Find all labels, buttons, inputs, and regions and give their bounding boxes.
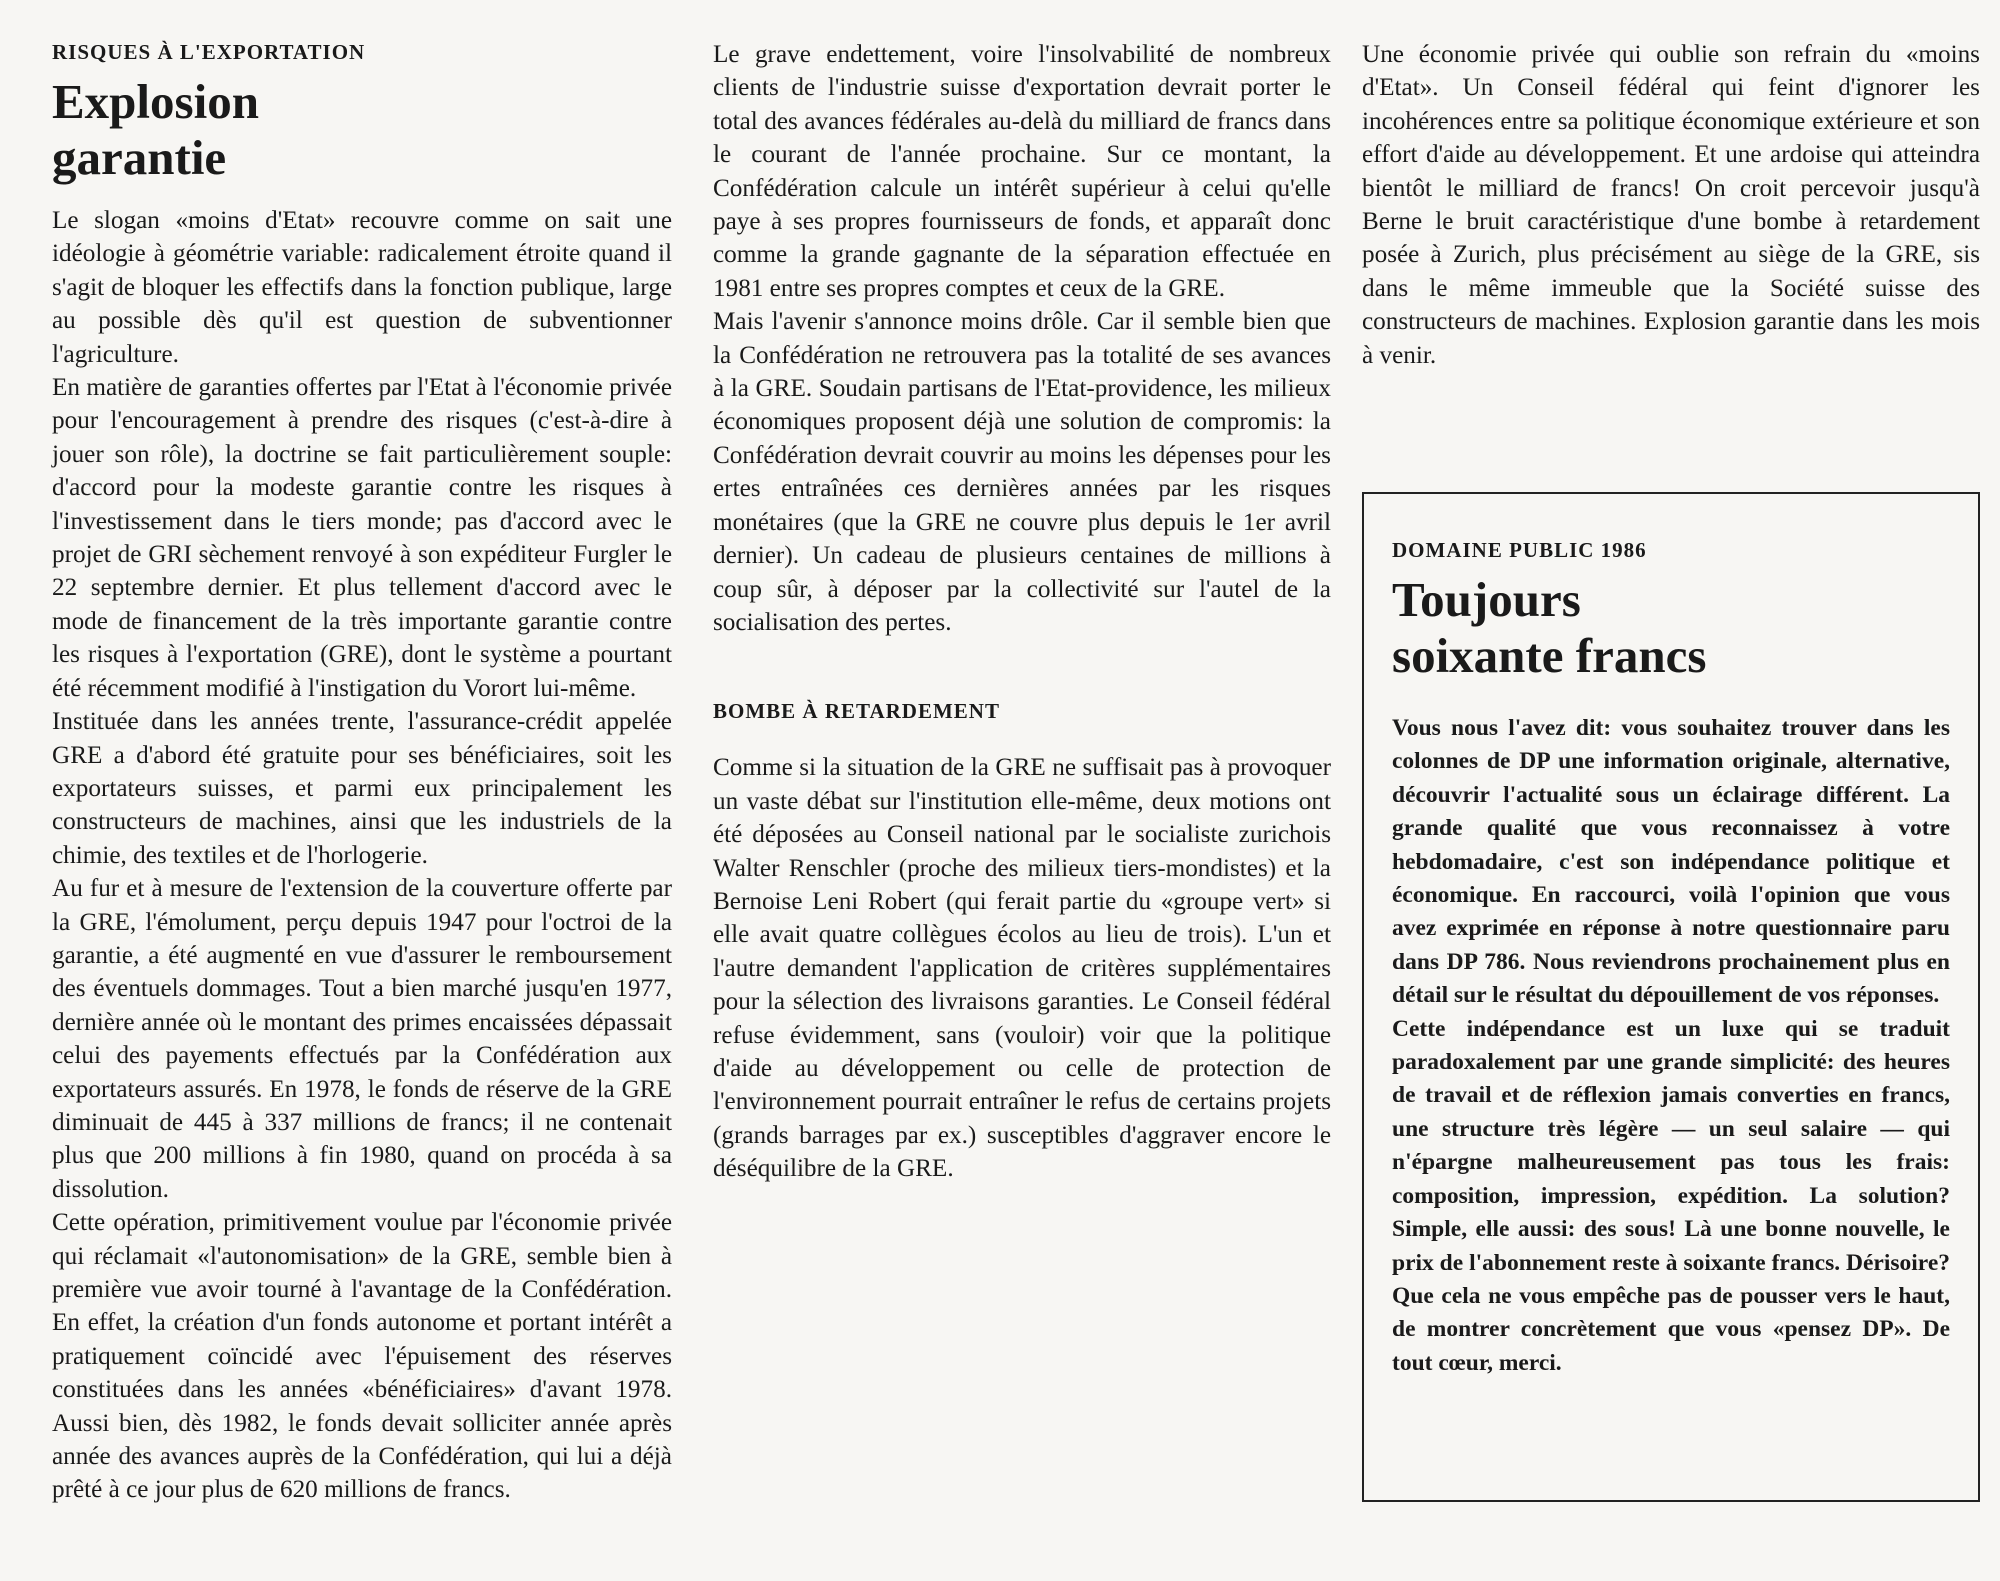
article-paragraph: Une économie privée qui oublie son refrain du «moins d'Etat». Un Conseil fédéral qui feint d'ignorer les incohérences entre sa politique économique extérieure et son effort d'aide au développement. Et une ardoise qui atteindra bientôt le milliard de francs! On croit percevoir jusqu'à Berne le bruit caractéristique d'une bombe à retardement posée à Zurich, plus précisément au siège de la GRE, sis dans le même immeuble que la Société suisse des constructeurs de machines. Explosion garantie dans les mois à venir. — [1362, 41, 1980, 369]
article-paragraph: Mais l'avenir s'annonce moins drôle. Car il semble bien que la Confédération ne retrouvera pas la totalité de ses avances à la GRE. Soudain partisans de l'Etat-providence, les milieux économiques proposent déjà une solution de compromis: la Confédération devrait couvrir au moins les dépenses pour les ertes entraînées ces dernières années par les risques monétaires (que la GRE ne couvre plus depuis le 1er avril dernier). Un cadeau de plusieurs centaines de millions à coup sûr, à déposer par la collectivité sur l'autel de la socialisation des pertes. — [713, 308, 1331, 636]
notice-title: Toujours soixante francs — [1392, 572, 1707, 683]
article-column-1 — [52, 38, 672, 1504]
article-paragraph: Le grave endettement, voire l'insolvabilité de nombreux clients de l'industrie suisse d'exportation devrait porter le total des avances fédérales au-delà du milliard de francs dans le courant de l'année prochaine. Sur ce montant, la Confédération calcule un intérêt supérieur à celui qu'elle paye à ses propres fournisseurs de fonds, et apparaît donc comme la grande gagnante de la séparation effectuée en 1981 entre ses propres comptes et ceux de la GRE. — [713, 41, 1331, 302]
article-paragraph: Instituée dans les années trente, l'assurance-crédit appelée GRE a d'abord été gratuite pour ses bénéficiaires, soit les exportateurs suisses, et parmi eux principalement les constructeurs de machines, ainsi que les industriels de la chimie, des textiles et de l'horlogerie. — [52, 708, 672, 869]
article-paragraph: Comme si la situation de la GRE ne suffisait pas à provoquer un vaste débat sur l'institution elle-même, deux motions ont été déposées au Conseil national par le socialiste zurichois Walter Renschler (proche des milieux tiers-mondistes) et la Bernoise Leni Robert (qui ferait partie du «groupe vert» si elle avait quatre collègues écolos au lieu de trois). L'un et l'autre demandent l'application de critères supplémentaires pour la sélection des livraisons garanties. Le Conseil fédéral refuse évidemment, sans (vouloir) voir que la politique d'aide au développement ou celle de protection de l'environnement pourrait entraîner le refus de certains projets (grands barrages par ex.) susceptibles d'aggraver encore le déséquilibre de la GRE. — [713, 754, 1331, 1183]
article-kicker: RISQUES À L'EXPORTATION — [52, 40, 366, 64]
article-column-3 — [1362, 38, 1980, 372]
article-column-2 — [713, 38, 1331, 1186]
article-subheading: BOMBE À RETARDEMENT — [713, 699, 1000, 724]
notice-kicker: DOMAINE PUBLIC 1986 — [1392, 538, 1647, 562]
notice-paragraph: Cette indépendance est un luxe qui se traduit paradoxalement par une grande simplicité: des heures de travail et de réflexion jamais converties en francs, une structure très légère — un seul salaire — qui n'épargne malheureusement pas tous les frais: composition, impression, expédition. La solution? Simple, elle aussi: des sous! Là une bonne nouvelle, le prix de l'abonnement reste à soixante francs. Dérisoire? Que cela ne vous empêche pas de pousser vers le haut, de montrer concrètement que vous «pensez DP». De tout cœur, merci. — [1392, 1015, 1950, 1376]
notice-paragraph: Vous nous l'avez dit: vous souhaitez trouver dans les colonnes de DP une information originale, alternative, découvrir l'actualité sous un éclairage différent. La grande qualité que vous reconnaissez à votre hebdomadaire, c'est son indépendance politique et économique. En raccourci, voilà l'opinion que vous avez exprimée en réponse à notre questionnaire paru dans DP 786. Nous reviendrons prochainement plus en détail sur le résultat du dépouillement de vos réponses. — [1392, 715, 1950, 1009]
article-paragraph: En matière de garanties offertes par l'Etat à l'économie privée pour l'encouragement à prendre des risques (c'est-à-dire à jouer son rôle), la doctrine se fait particulièrement souple: d'accord pour la modeste garantie contre les risques à l'investissement dans le tiers monde; pas d'accord avec le projet de GRI sèchement renvoyé à son expéditeur Furgler le 22 septembre dernier. Et plus tellement d'accord avec le mode de financement de la très importante garantie contre les risques à l'exportation (GRE), dont le système a pourtant été récemment modifié à l'instigation du Vorort lui-même. — [52, 374, 672, 702]
article-title: Explosion garantie — [52, 74, 259, 185]
subscription-notice-box — [1362, 492, 1980, 1502]
article-paragraph: Au fur et à mesure de l'extension de la couverture offerte par la GRE, l'émolument, perçu depuis 1947 pour l'octroi de la garantie, a été augmenté en vue d'assurer le remboursement des éventuels dommages. Tout a bien marché jusqu'en 1977, dernière année où le montant des primes encaissées dépassait celui des payements effectués par la Confédération aux exportateurs assurés. En 1978, le fonds de réserve de la GRE diminuait de 445 à 337 millions de francs; il ne contenait plus que 200 millions à fin 1980, quand on procéda à sa dissolution. — [52, 875, 672, 1203]
notice-body — [1392, 712, 1950, 1380]
article-paragraph: Le slogan «moins d'Etat» recouvre comme on sait une idéologie à géométrie variable: radicalement étroite quand il s'agit de bloquer les effectifs dans la fonction publique, large au possible dès qu'il est question de subventionner l'agriculture. — [52, 207, 672, 368]
article-paragraph-continued: Cette opération, primitivement voulue par l'économie privée qui réclamait «l'autonomisation» de la GRE, semble bien à première vue avoir tourné à l'avantage de la Confédération. En effet, la création d'un fonds autonome et portant intérêt a pratiquement coïncidé avec l'épuisement des réserves constituées dans les années «bénéficiaires» d'avant 1978. Aussi bien, dès 1982, le fonds devait solliciter année après année des avances auprès de la Confédération, qui lui a déjà prêté à ce jour plus de 620 millions de francs. — [52, 1209, 672, 1504]
